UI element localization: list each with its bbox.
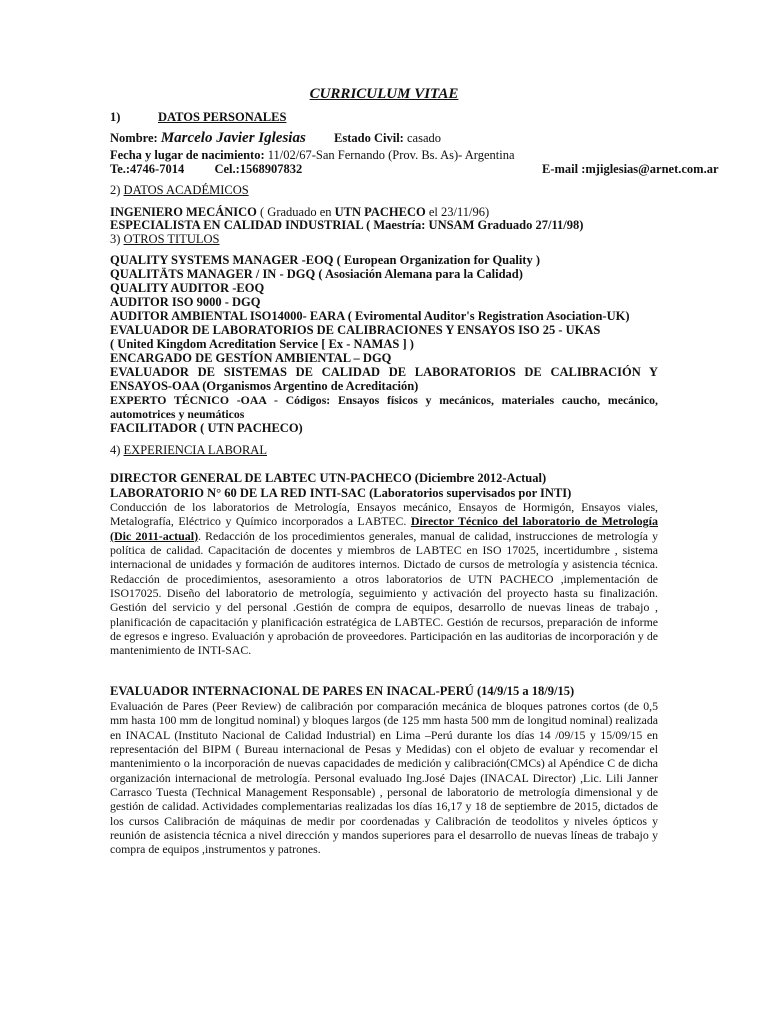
titulo-facilitador: FACILITADOR ( UTN PACHECO) [110, 421, 303, 435]
tel-value: Te.:4746-7014 [110, 162, 185, 176]
contacto-line [110, 162, 719, 176]
exp1-highlight: Director Técnico del laboratorio de Metrología (Dic 2011-actual) [110, 514, 659, 543]
titulo-item: QUALITÄTS MANAGER / IN - DGQ ( Asosiación Alemana para la Calidad) [110, 267, 523, 281]
degree-date: el 23/11/96) [425, 205, 490, 219]
fecha-label: Fecha y lugar de nacimiento: [110, 148, 265, 162]
section-label: EXPERIENCIA LABORAL [123, 443, 267, 457]
section-label: DATOS ACADÉMICOS [123, 183, 249, 197]
estado-value: casado [406, 131, 441, 145]
section-number: 2) [110, 183, 121, 197]
titulo-item: QUALITY AUDITOR -EOQ [110, 281, 265, 295]
titulo-item: ( United Kingdom Acreditation Service [ Ex - NAMAS ] ) [110, 337, 414, 351]
exp1-description [110, 500, 658, 658]
academico-especialista: ESPECIALISTA EN CALIDAD INDUSTRIAL ( Maestría: UNSAM Graduado 27/11/98) [110, 218, 584, 232]
titulo-experto-tecnico: EXPERTO TÉCNICO -OAA - Códigos: Ensayos físicos y mecánicos, materiales caucho, mecánico, automotrices y neumáticos [110, 393, 658, 421]
exp2-heading: EVALUADOR INTERNACIONAL DE PARES EN INACAL-PERÚ (14/9/15 a 18/9/15) [110, 684, 575, 698]
section-number: 1) [110, 110, 121, 124]
exp1-text-2: . Redacción de los procedimientos generales, manual de calidad, instrucciones de metrología y política de calidad. Capacitación de docentes y miembros de LABTEC en ISO 17025, incertidumbre , sistema internacional de unidades y formación de auditores internos. Dictado de cursos de metrología y asistencia técnica. Redacción de procedimientos, asesoramiento a otros laboratorios de UTN PACHECO ,implementación de ISO17025. Diseño del laboratorio de metrología, seguimiento y activación del proyecto hasta su finalización. Gestión del servicio y del personal .Gestión de compra de equipos, desarrollo de nuevas lineas de trabajo , planificación de capacitación y planificación estratégica de LABTEC. Gestión de recursos, preparación de informe de egresos e ingreso. Evaluación y aprobación de proveedores. Participación en las auditorias de incorporación y de mantenimiento de INTI-SAC. [110, 528, 658, 658]
section-number: 4) [110, 443, 121, 457]
fecha-line [110, 148, 515, 162]
section-label: DATOS PERSONALES [158, 110, 287, 124]
section-label: OTROS TITULOS [123, 232, 220, 246]
document-title: CURRICULUM VITAE [309, 86, 459, 102]
exp2-description: Evaluación de Pares (Peer Review) de calibración por comparación mecánica de bloques patrones cortos (de 0,5 mm hasta 100 mm de longitud nominal) y bloques largos (de 125 mm hasta 500 mm de longitud nominal) realizada en INACAL (Instituto Nacional de Calidad Industrial) en Lima –Perú durante los días 14 /09/15 y 15/09/15 en representación del BIPM ( Bureau internacional de Pesas y Medidas) con el objeto de evaluar y recomendar el mantenimiento o la incorporación de nuevas capacidades de medición y calibración(CMCs) al Apéndice C de dicha organización internacional de metrología. Personal evaluado Ing.José Dajes (INACAL Director) ,Lic. Lili Janner Carrasco Tuesta (Technical Management Responsable) , personal de laboratorio de metrología dimensional y de gestión de calidad. Actividades complementarias realizadas los días 16,17 y 18 de septiembre de 2015, dictados de los cursos Calibración de máquinas de medir por coordenadas y Calibración de teodolitos y niveles ópticos y reunión de asistencia técnica a nivel dirección y mandos superiores para el desarrollo de nuevas líneas de trabajo y compra de equipos ,instrumentos y patrones. [110, 699, 658, 857]
exp1-heading-2: LABORATORIO N° 60 DE LA RED INTI-SAC (Laboratorios supervisados por INTI) [110, 486, 572, 500]
nombre-label: Nombre: [110, 131, 158, 145]
titulo-item: AUDITOR AMBIENTAL ISO14000- EARA ( Eviromental Auditor's Registration Asociation-UK) [110, 309, 630, 323]
academico-ingeniero [110, 205, 489, 219]
nombre-line [110, 131, 441, 145]
exp1-heading-1: DIRECTOR GENERAL DE LABTEC UTN-PACHECO (Diciembre 2012-Actual) [110, 471, 547, 485]
degree-institution: UTN PACHECO [334, 205, 426, 219]
section-number: 3) [110, 232, 121, 246]
section-datos-personales [110, 110, 286, 124]
fecha-value: 11/02/67-San Fernando (Prov. Bs. As)- Argentina [267, 148, 515, 162]
section-datos-academicos [110, 183, 249, 197]
exp1-text-1: Conducción de los laboratorios de Metrología, Ensayos mecánico, Ensayos de Hormigón, Ensayos viales, Metalografía, Eléctrico y Químico incorporados a LABTEC. [110, 500, 658, 529]
cel-value: Cel.:1568907832 [214, 162, 303, 176]
degree-title: INGENIERO MECÁNICO [110, 205, 257, 219]
section-experiencia-laboral [110, 443, 267, 457]
estado-label: Estado Civil: [334, 131, 404, 145]
titulo-item: QUALITY SYSTEMS MANAGER -EOQ ( European Organization for Quality ) [110, 253, 541, 267]
titulo-item: AUDITOR ISO 9000 - DGQ [110, 295, 261, 309]
section-otros-titulos [110, 232, 220, 246]
degree-note: ( Graduado en [256, 205, 335, 219]
email-value: E-mail :mjiglesias@arnet.com.ar [542, 162, 719, 176]
nombre-value: Marcelo Javier Iglesias [160, 130, 306, 146]
titulo-item: ENCARGADO DE GESTÍON AMBIENTAL – DGQ [110, 351, 392, 365]
titulo-item: EVALUADOR DE LABORATORIOS DE CALIBRACIONES Y ENSAYOS ISO 25 - UKAS [110, 323, 601, 337]
titulo-evaluador-oaa: EVALUADOR DE SISTEMAS DE CALIDAD DE LABORATORIOS DE CALIBRACIÓN Y ENSAYOS-OAA (Organismos Argentino de Acreditación) [110, 365, 658, 393]
